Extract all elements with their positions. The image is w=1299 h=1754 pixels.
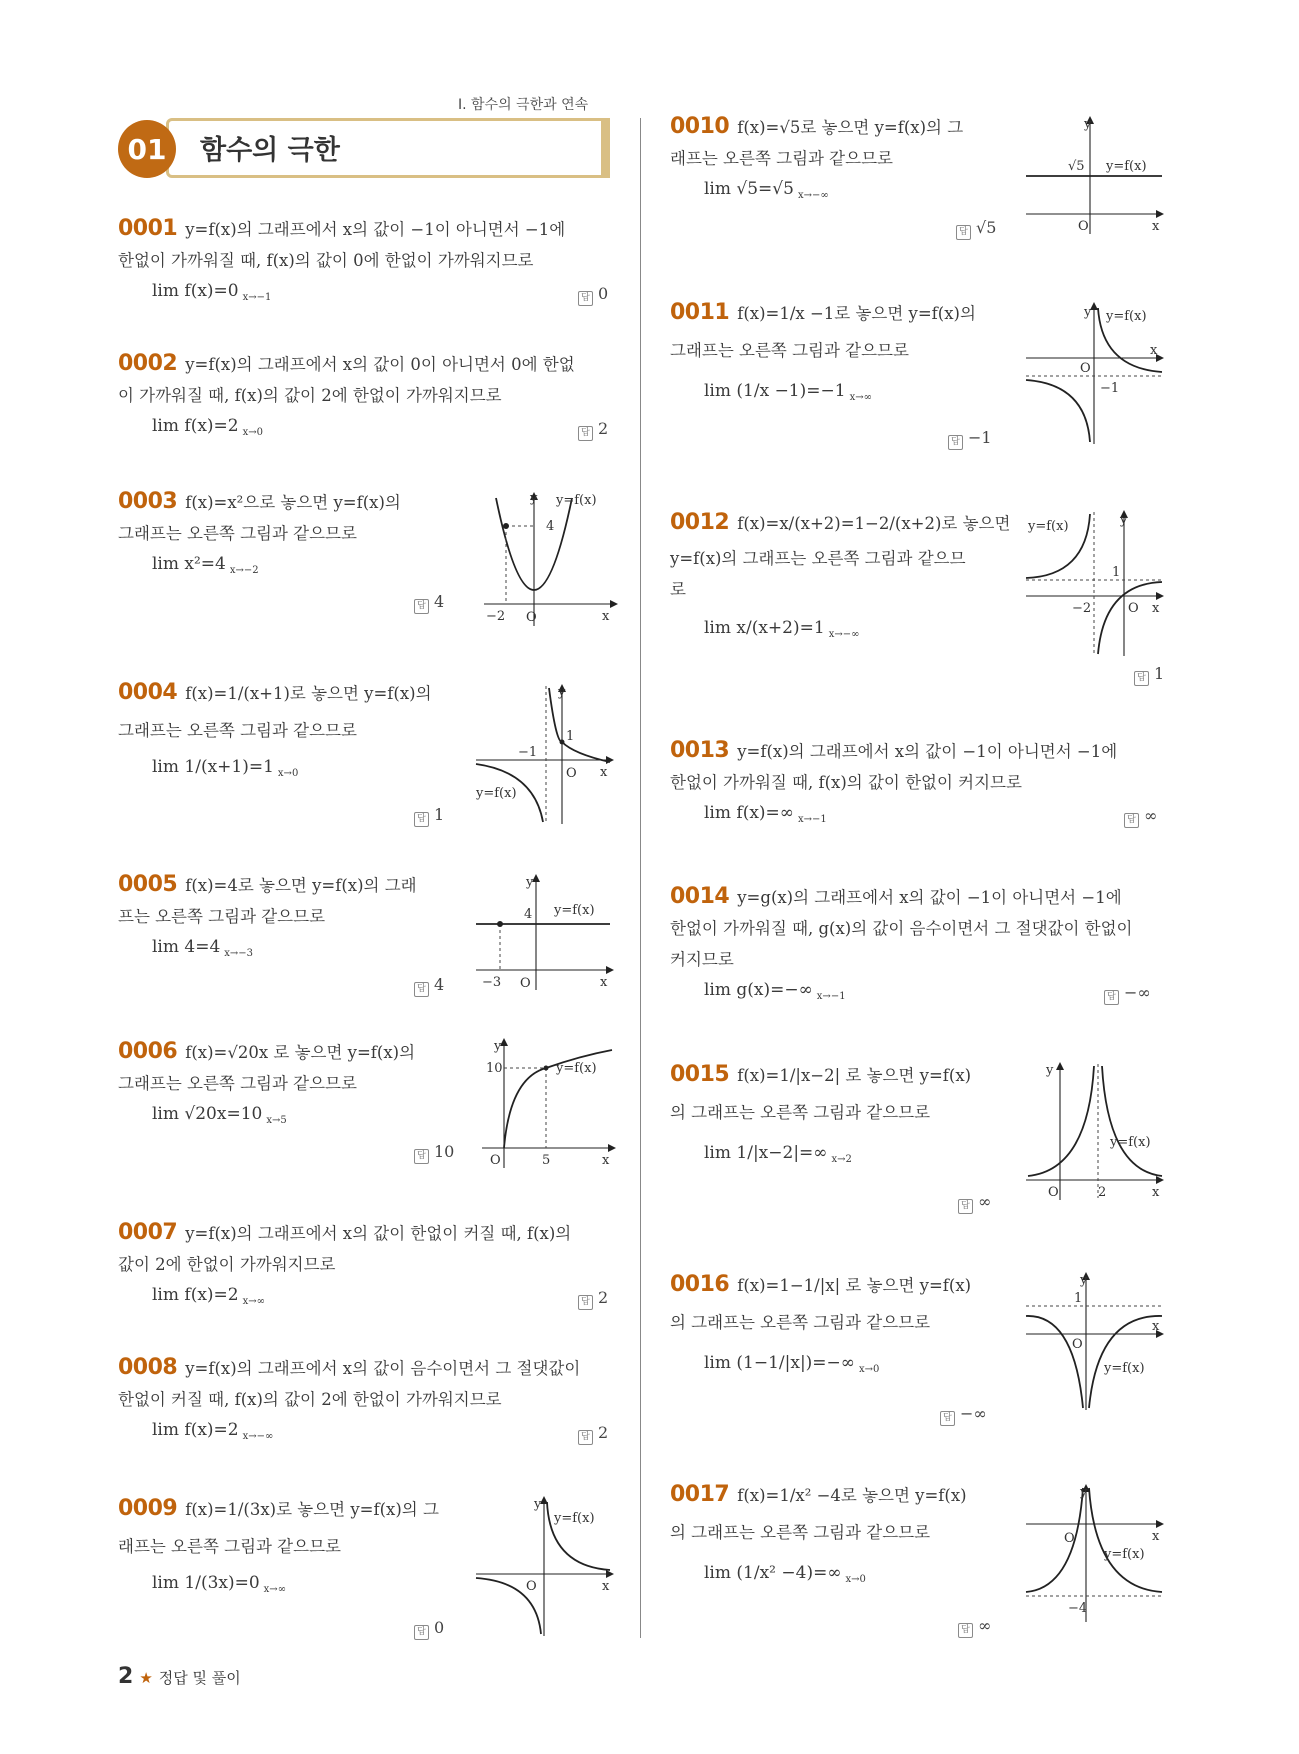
problem-0014 [670,882,1132,1012]
limit-subscript: x→0 [858,1364,880,1376]
svg-text:y: y [494,1039,502,1054]
svg-text:y: y [1084,305,1092,320]
svg-text:y=f(x): y=f(x) [554,903,595,918]
answer-0001: 답 0 [578,284,608,306]
problem-line: f(x)=1/x² −4로 놓으면 y=f(x) [737,1486,967,1505]
problem-line: 커지므로 [670,950,734,969]
limit-expression: lim 4=4 $_{x\to-3}$ [152,937,254,960]
answer-icon: 답 [414,599,429,614]
graph-0011 [1024,302,1164,444]
problem-line: y=f(x)의 그래프에서 x의 값이 −1이 아니면서 −1에 [737,742,1118,761]
answer-icon: 답 [1124,813,1139,828]
problem-line: 의 그래프는 오른쪽 그림과 같으므로 [670,1313,931,1332]
problem-line: y=g(x)의 그래프에서 x의 값이 −1이 아니면서 −1에 [737,888,1122,907]
svg-text:O: O [566,766,577,781]
svg-text:y=f(x): y=f(x) [1104,1361,1145,1376]
limit-subscript: x→−∞ [828,629,860,641]
svg-text:y=f(x): y=f(x) [556,1061,597,1076]
svg-text:O: O [520,976,531,991]
limit-expression: lim 1/(3x)=0 $_{x\to\infty}$ [152,1573,287,1596]
answer-icon: 답 [956,225,971,240]
problem-line: 래프는 오른쪽 그림과 같으므로 [118,1537,341,1556]
limit-expression: lim x/(x+2)=1 $_{x\to-\infty}$ [704,618,860,641]
problem-line: 한없이 가까워질 때, g(x)의 값이 음수이면서 그 절댓값이 한없이 [670,919,1133,938]
problem-line: f(x)=√5로 놓으면 y=f(x)의 그 [737,118,964,137]
limit-expression: lim f(x)=2 $_{x\to-\infty}$ [152,1420,274,1443]
limit-subscript: x→−1 [242,292,272,304]
svg-text:O: O [1128,601,1139,616]
problem-0010 [670,112,963,211]
svg-text:y=f(x): y=f(x) [1106,309,1147,324]
svg-text:y=f(x): y=f(x) [1110,1135,1151,1150]
problem-line: y=f(x)의 그래프에서 x의 값이 0이 아니면서 0에 한없 [185,355,575,374]
problem-number: 0001 [118,216,178,241]
problem-line: 한없이 커질 때, f(x)의 값이 2에 한없이 가까워지므로 [118,1390,502,1409]
svg-text:x: x [602,609,610,624]
problem-line: 래프는 오른쪽 그림과 같으므로 [670,149,893,168]
limit-subscript: x→−1 [797,814,827,826]
limit-subscript: x→0 [242,427,263,439]
answer-0017: 답 ∞ [958,1616,991,1638]
problem-0002 [118,349,575,448]
problem-number: 0006 [118,1039,178,1064]
problem-line: f(x)=4로 놓으면 y=f(x)의 그래 [185,876,417,895]
limit-subscript: x→0 [277,768,299,780]
svg-text:−4: −4 [1068,1601,1088,1616]
svg-text:x: x [1152,1185,1160,1200]
limit-expression: lim √20x=10 $_{x\to 5}$ [152,1104,287,1127]
answer-0013: 답 ∞ [1124,806,1157,828]
problem-0015 [670,1060,971,1175]
problem-line: f(x)=1−1/|x| 로 놓으면 y=f(x) [737,1276,972,1295]
graph-0003 [478,492,618,628]
svg-text:y: y [530,491,538,506]
svg-text:O: O [526,1579,537,1594]
problem-line: y=f(x)의 그래프는 오른쪽 그림과 같으므 [670,549,966,568]
graph-0016 [1024,1272,1164,1410]
svg-text:y: y [558,685,566,700]
answer-icon: 답 [958,1623,973,1638]
graph-0004 [474,684,614,824]
problem-line: 한없이 가까워질 때, f(x)의 값이 0에 한없이 가까워지므로 [118,251,534,270]
answer-icon: 답 [578,291,593,306]
answer-icon: 답 [1134,671,1149,686]
problem-number: 0012 [670,510,730,535]
problem-0006 [118,1037,415,1136]
answer-0014: 답 −∞ [1104,983,1151,1005]
column-divider [640,118,641,1638]
limit-subscript: x→2 [831,1154,852,1166]
limit-subscript: x→∞ [242,1296,265,1308]
answer-0010: 답 √5 [956,218,996,240]
answer-0008: 답 2 [578,1423,608,1445]
limit-expression: lim f(x)=∞ $_{x\to-1}$ [704,803,827,826]
limit-expression: lim 1/(x+1)=1 $_{x\to 0}$ [152,757,299,780]
svg-text:y=f(x): y=f(x) [554,1511,595,1526]
problem-0011 [670,298,976,413]
answer-icon: 답 [578,1430,593,1445]
answer-icon: 답 [578,1295,593,1310]
svg-text:x: x [600,975,608,990]
svg-text:x: x [1152,1319,1160,1334]
answer-0016: 답 −∞ [940,1404,987,1426]
problem-line: f(x)=1/(x+1)로 놓으면 y=f(x)의 [185,684,432,703]
svg-text:1: 1 [1112,565,1121,580]
svg-text:x: x [1150,343,1158,358]
answer-0003: 답 4 [414,592,444,614]
problem-0012 [670,508,1010,650]
answer-icon: 답 [948,435,963,450]
answer-0006: 답 10 [414,1142,454,1164]
problem-number: 0016 [670,1272,730,1297]
svg-text:O: O [526,610,537,625]
problem-0009 [118,1494,439,1605]
answer-0007: 답 2 [578,1288,608,1310]
chapter-banner [118,118,608,180]
svg-text:y: y [1120,513,1128,528]
graph-0006 [480,1038,616,1168]
page-footer [118,1664,241,1689]
svg-text:y: y [1046,1063,1054,1078]
svg-text:O: O [1048,1185,1059,1200]
limit-expression: lim √5=√5 $_{x\to-\infty}$ [704,179,829,202]
graph-0010 [1024,116,1164,236]
graph-0009 [474,1496,614,1636]
problem-0016 [670,1270,971,1385]
problem-line: 그래프는 오른쪽 그림과 같으므로 [670,341,909,360]
answer-0009: 답 0 [414,1618,444,1640]
problem-number: 0003 [118,489,178,514]
svg-text:y=f(x): y=f(x) [1104,1547,1145,1562]
limit-subscript: x→−∞ [797,190,829,202]
problem-0017 [670,1480,967,1595]
limit-subscript: x→∞ [263,1584,287,1596]
section-header: I. 함수의 극한과 연속 [458,97,589,113]
svg-text:y: y [1080,1273,1088,1288]
svg-text:x: x [602,1153,610,1168]
svg-text:x: x [600,765,608,780]
problem-number: 0013 [670,738,730,763]
answer-0002: 답 2 [578,419,608,441]
svg-text:10: 10 [486,1061,503,1076]
problem-number: 0014 [670,884,730,909]
svg-text:1: 1 [566,729,575,744]
graph-0005 [474,874,614,990]
svg-text:O: O [1080,361,1091,376]
problem-line: f(x)=x/(x+2)=1−2/(x+2)로 놓으면 [737,514,1011,533]
problem-number: 0002 [118,351,178,376]
answer-0011: 답 −1 [948,428,992,450]
svg-text:−2: −2 [1072,601,1092,616]
problem-number: 0011 [670,300,730,325]
problem-number: 0010 [670,114,730,139]
problem-0007 [118,1218,571,1317]
svg-text:y=f(x): y=f(x) [476,786,517,801]
svg-text:y=f(x): y=f(x) [1106,159,1147,174]
problem-line: f(x)=x²으로 놓으면 y=f(x)의 [185,493,401,512]
problem-line: f(x)=√20x 로 놓으면 y=f(x)의 [185,1043,416,1062]
problem-number: 0009 [118,1496,178,1521]
limit-expression: lim (1/x −1)=−1 $_{x\to\infty}$ [704,381,872,404]
limit-subscript: x→5 [266,1115,287,1127]
svg-text:O: O [1072,1337,1083,1352]
svg-text:−3: −3 [482,975,502,990]
svg-text:y: y [526,875,534,890]
answer-icon: 답 [414,982,429,997]
problem-line: 의 그래프는 오른쪽 그림과 같으므로 [670,1103,931,1122]
answer-0005: 답 4 [414,975,444,997]
svg-text:5: 5 [542,1153,551,1168]
graph-0017 [1024,1484,1164,1622]
answer-icon: 답 [940,1411,955,1426]
problem-number: 0004 [118,680,178,705]
problem-0004 [118,678,432,789]
problem-number: 0007 [118,1220,178,1245]
svg-text:y=f(x): y=f(x) [1028,519,1069,534]
limit-subscript: x→0 [845,1574,866,1586]
chapter-title: 함수의 극한 [200,135,340,166]
answer-icon: 답 [1104,990,1119,1005]
problem-number: 0008 [118,1355,178,1380]
svg-text:y: y [1084,117,1092,132]
svg-text:4: 4 [546,519,555,534]
limit-expression: lim (1−1/|x|)=−∞ $_{x\to 0}$ [704,1353,880,1376]
problem-line: 그래프는 오른쪽 그림과 같으므로 [118,721,357,740]
svg-text:y: y [1080,1485,1088,1500]
problem-line: 이 가까워질 때, f(x)의 값이 2에 한없이 가까워지므로 [118,386,502,405]
graph-0015 [1024,1062,1164,1200]
star-icon: ★ [139,1669,153,1687]
problem-0013 [670,736,1117,835]
limit-subscript: x→−3 [224,948,254,960]
svg-text:O: O [1064,1531,1075,1546]
svg-text:√5: √5 [1068,159,1085,174]
svg-text:x: x [602,1579,610,1594]
problem-0008 [118,1353,580,1452]
limit-expression: lim 1/|x−2|=∞ $_{x\to 2}$ [704,1143,852,1166]
problem-line: y=f(x)의 그래프에서 x의 값이 음수이면서 그 절댓값이 [185,1359,581,1378]
limit-subscript: x→−1 [816,991,846,1003]
chapter-number: 01 [118,120,176,178]
svg-text:4: 4 [524,907,533,922]
limit-expression: lim g(x)=−∞ $_{x\to-1}$ [704,980,846,1003]
problem-line: 로 [670,580,686,599]
problem-line: 그래프는 오른쪽 그림과 같으므로 [118,524,357,543]
svg-text:−1: −1 [1100,381,1120,396]
problem-line: 의 그래프는 오른쪽 그림과 같으므로 [670,1523,931,1542]
problem-0001 [118,214,565,313]
svg-text:−1: −1 [518,745,538,760]
limit-subscript: x→∞ [849,392,872,404]
page-number: 2 [118,1664,134,1689]
limit-expression: lim x²=4 $_{x\to-2}$ [152,554,259,577]
problem-line: f(x)=1/|x−2| 로 놓으면 y=f(x) [737,1066,972,1085]
problem-line: f(x)=1/(3x)로 놓으면 y=f(x)의 그 [185,1500,439,1519]
footer-text: 정답 및 풀이 [158,1669,241,1687]
answer-icon: 답 [414,1149,429,1164]
svg-text:x: x [1152,219,1160,234]
problem-line: 값이 2에 한없이 가까워지므로 [118,1255,336,1274]
problem-line: y=f(x)의 그래프에서 x의 값이 한없이 커질 때, f(x)의 [185,1224,572,1243]
limit-subscript: x→−2 [229,565,259,577]
answer-icon: 답 [578,426,593,441]
problem-line: 그래프는 오른쪽 그림과 같으므로 [118,1074,357,1093]
svg-text:O: O [490,1153,501,1168]
svg-text:O: O [1078,219,1089,234]
problem-line: 프는 오른쪽 그림과 같으므로 [118,907,326,926]
limit-expression: lim (1/x² −4)=∞ $_{x\to 0}$ [704,1563,866,1586]
answer-0015: 답 ∞ [958,1192,991,1214]
svg-text:2: 2 [1098,1185,1107,1200]
svg-text:y=f(x): y=f(x) [556,493,597,508]
limit-expression: lim f(x)=2 $_{x\to 0}$ [152,416,263,439]
limit-expression: lim f(x)=0 $_{x\to-1}$ [152,281,272,304]
limit-expression: lim f(x)=2 $_{x\to\infty}$ [152,1285,265,1308]
answer-0004: 답 1 [414,805,444,827]
limit-subscript: x→−∞ [242,1431,274,1443]
problem-line: 한없이 가까워질 때, f(x)의 값이 한없이 커지므로 [670,773,1022,792]
svg-text:1: 1 [1074,1291,1083,1306]
problem-number: 0015 [670,1062,730,1087]
svg-text:y: y [534,1497,542,1512]
answer-icon: 답 [958,1199,973,1214]
answer-0012: 답 1 [1134,664,1164,686]
svg-text:−2: −2 [486,609,506,624]
problem-number: 0005 [118,872,178,897]
answer-icon: 답 [414,1625,429,1640]
svg-text:x: x [1152,1529,1160,1544]
svg-text:x: x [1152,601,1160,616]
problem-line: y=f(x)의 그래프에서 x의 값이 −1이 아니면서 −1에 [185,220,566,239]
problem-number: 0017 [670,1482,730,1507]
graph-0012 [1024,510,1164,656]
answer-icon: 답 [414,812,429,827]
problem-0005 [118,870,417,969]
problem-0003 [118,487,401,586]
problem-line: f(x)=1/x −1로 놓으면 y=f(x)의 [737,304,976,323]
